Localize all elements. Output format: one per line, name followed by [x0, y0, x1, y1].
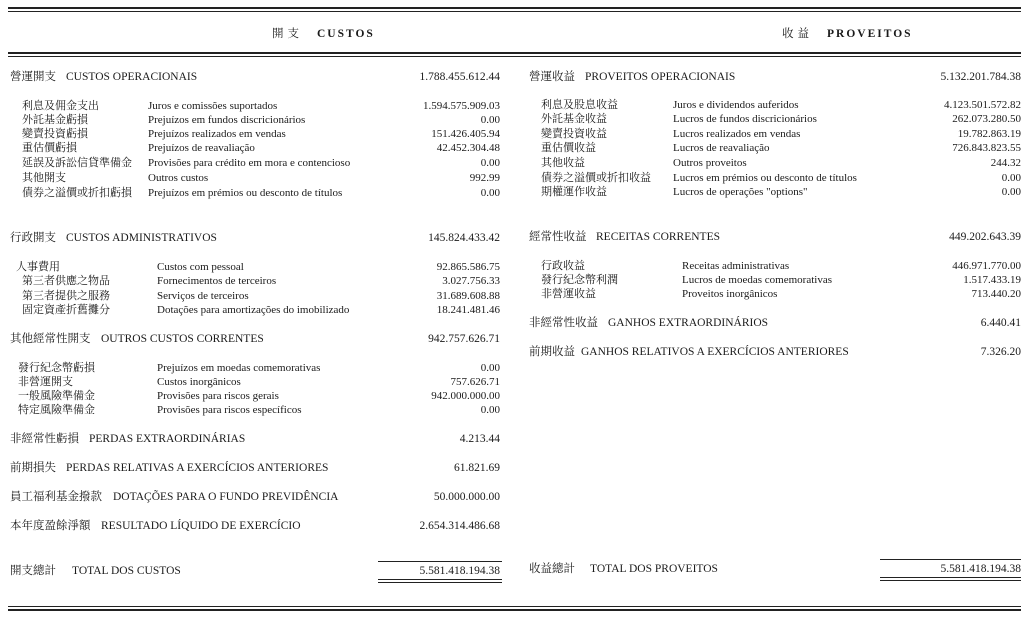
table-row: [18, 389, 500, 403]
table-row: [22, 289, 500, 303]
item-value: 0.00: [480, 404, 500, 416]
item-value: 31.689.608.88: [436, 290, 500, 302]
section-pt: PROVEITOS OPERACIONAIS: [585, 71, 736, 83]
costs-other-current-heading: [10, 332, 500, 346]
proceeds-operational-heading: [529, 70, 1021, 84]
item-pt: Custos inorgânicos: [157, 376, 241, 388]
section-pt: PERDAS EXTRAORDINÁRIAS: [89, 433, 246, 445]
item-zh: 其他收益: [541, 157, 585, 169]
section-value: 145.824.433.42: [428, 232, 500, 244]
item-zh: 利息及佣金支出: [22, 100, 99, 112]
item-pt: Prejuízos de reavaliação: [148, 142, 255, 154]
section-zh: 本年度盈餘淨額: [10, 520, 91, 532]
total-pt: TOTAL DOS PROVEITOS: [590, 563, 718, 575]
table-row: [541, 185, 1021, 199]
item-value: 0.00: [480, 362, 500, 374]
costs-total-rule-bottom-1: [378, 579, 502, 580]
item-value: 713.440.20: [971, 288, 1021, 300]
costs-total-rule-top: [378, 561, 502, 562]
item-pt: Receitas administrativas: [682, 260, 790, 272]
section-pt: CUSTOS OPERACIONAIS: [66, 71, 198, 83]
item-pt: Provisões para riscos específicos: [157, 404, 302, 416]
item-value: 42.452.304.48: [436, 142, 500, 154]
item-value: 244.32: [990, 157, 1021, 169]
top-rule-thin: [8, 11, 1021, 12]
costs-header-pt: CUSTOS: [317, 28, 375, 40]
item-zh: 債券之溢價或折扣虧損: [22, 187, 132, 199]
item-value: 92.865.586.75: [436, 261, 500, 273]
item-pt: Lucros de fundos discricionários: [673, 113, 817, 125]
section-zh: 經常性收益: [529, 231, 587, 243]
item-pt: Lucros de moedas comemorativas: [682, 274, 832, 286]
section-value: 2.654.314.486.68: [419, 520, 500, 532]
item-zh: 行政收益: [541, 260, 585, 272]
section-zh: 其他經常性開支: [10, 333, 91, 345]
section-value: 1.788.455.612.44: [419, 71, 500, 83]
item-pt: Juros e dividendos auferidos: [673, 99, 799, 111]
item-pt: Prejuízos realizados em vendas: [148, 128, 286, 140]
item-zh: 外託基金虧損: [22, 114, 88, 126]
section-pt: DOTAÇÕES PARA O FUNDO PREVIDÊNCIA: [113, 491, 339, 503]
item-value: 0.00: [480, 114, 500, 126]
section-zh: 行政開支: [10, 232, 56, 244]
section-value: 7.326.20: [980, 346, 1021, 358]
table-row: [541, 171, 1021, 185]
item-value: 726.843.823.55: [952, 142, 1021, 154]
item-zh: 延誤及訴訟信貸準備金: [22, 157, 132, 169]
item-zh: 第三者供應之物品: [22, 275, 110, 287]
proceeds-header-zh: 收益: [782, 28, 813, 40]
item-pt: Dotações para amortizações do imobilizado: [157, 304, 350, 316]
item-zh: 變賣投資虧損: [22, 128, 88, 140]
item-value: 0.00: [480, 187, 500, 199]
table-row: [541, 259, 1021, 273]
header-rule-thin: [8, 56, 1021, 57]
proceeds-header: [782, 25, 913, 41]
item-zh: 期權運作收益: [541, 186, 607, 198]
table-row: [16, 260, 500, 274]
item-pt: Lucros de reavaliação: [673, 142, 770, 154]
costs-administrative-heading: [10, 231, 500, 245]
item-pt: Serviços de terceiros: [157, 290, 249, 302]
table-row: [22, 171, 500, 185]
table-row: [22, 274, 500, 288]
proceeds-extraordinary-heading: [529, 316, 1021, 330]
item-pt: Outros custos: [148, 172, 209, 184]
item-pt: Proveitos inorgânicos: [682, 288, 778, 300]
table-row: [541, 127, 1021, 141]
proceeds-total-row: [529, 562, 1021, 576]
table-row: [22, 99, 500, 113]
costs-total-rule-bottom-2: [378, 582, 502, 583]
section-pt: GANHOS RELATIVOS A EXERCÍCIOS ANTERIORES: [581, 346, 849, 358]
costs-total-row: [10, 564, 500, 578]
total-value: 5.581.418.194.38: [419, 565, 500, 577]
table-row: [22, 141, 500, 155]
proceeds-total-rule-bottom-2: [880, 580, 1021, 581]
section-zh: 前期收益: [529, 346, 575, 358]
item-pt: Juros e comissões suportados: [148, 100, 278, 112]
item-value: 446.971.770.00: [952, 260, 1021, 272]
item-zh: 固定資產折舊攤分: [22, 304, 110, 316]
section-zh: 非經常性虧損: [10, 433, 79, 445]
table-row: [541, 156, 1021, 170]
item-value: 1.594.575.909.03: [423, 100, 500, 112]
table-row: [22, 186, 500, 200]
item-value: 992.99: [469, 172, 500, 184]
item-zh: 非營運開支: [18, 376, 73, 388]
top-rule-thick: [8, 7, 1021, 9]
item-zh: 一般風險準備金: [18, 390, 95, 402]
table-row: [541, 98, 1021, 112]
table-row: [541, 287, 1021, 301]
section-value: 5.132.201.784.38: [940, 71, 1021, 83]
section-pt: RECEITAS CORRENTES: [596, 231, 720, 243]
item-value: 151.426.405.94: [431, 128, 500, 140]
item-zh: 其他開支: [22, 172, 66, 184]
item-value: 942.000.000.00: [431, 390, 500, 402]
item-value: 1.517.433.19: [963, 274, 1021, 286]
costs-prior-years-heading: [10, 461, 500, 475]
table-row: [541, 273, 1021, 287]
section-pt: PERDAS RELATIVAS A EXERCÍCIOS ANTERIORES: [66, 462, 329, 474]
item-pt: Lucros de operações "options": [673, 186, 808, 198]
proceeds-total-rule-top: [880, 559, 1021, 560]
item-zh: 利息及股息收益: [541, 99, 618, 111]
section-pt: CUSTOS ADMINISTRATIVOS: [66, 232, 217, 244]
table-row: [22, 127, 500, 141]
item-pt: Outros proveitos: [673, 157, 747, 169]
item-pt: Lucros realizados em vendas: [673, 128, 801, 140]
item-zh: 發行紀念幣虧損: [18, 362, 95, 374]
item-pt: Fornecimentos de terceiros: [157, 275, 277, 287]
item-pt: Prejuízos em prémios ou desconto de títulos: [148, 187, 343, 199]
costs-header: [272, 25, 375, 41]
costs-net-result-heading: [10, 519, 500, 533]
item-value: 19.782.863.19: [957, 128, 1021, 140]
section-zh: 營運開支: [10, 71, 56, 83]
item-value: 262.073.280.50: [952, 113, 1021, 125]
total-pt: TOTAL DOS CUSTOS: [72, 565, 181, 577]
item-value: 0.00: [1001, 186, 1021, 198]
item-zh: 重估價收益: [541, 142, 596, 154]
item-pt: Prejuízos em moedas comemorativas: [157, 362, 321, 374]
proceeds-prior-years-heading: [529, 345, 1021, 359]
section-value: 6.440.41: [980, 317, 1021, 329]
bottom-rule-thick: [8, 609, 1021, 611]
table-row: [541, 112, 1021, 126]
item-zh: 債券之溢價或折扣收益: [541, 172, 651, 184]
item-value: 18.241.481.46: [436, 304, 500, 316]
item-zh: 發行紀念幣利潤: [541, 274, 618, 286]
section-value: 4.213.44: [459, 433, 500, 445]
costs-header-zh: 開支: [272, 28, 303, 40]
item-zh: 人事費用: [16, 261, 60, 273]
item-value: 3.027.756.33: [442, 275, 500, 287]
item-zh: 非營運收益: [541, 288, 596, 300]
item-zh: 重估價虧損: [22, 142, 77, 154]
total-zh: 收益總計: [529, 563, 575, 575]
proceeds-current-heading: [529, 230, 1021, 244]
item-pt: Provisões para crédito em mora e contencioso: [148, 157, 351, 169]
table-row: [18, 361, 500, 375]
item-value: 0.00: [480, 157, 500, 169]
section-zh: 前期損失: [10, 462, 56, 474]
table-row: [18, 403, 500, 417]
item-value: 0.00: [1001, 172, 1021, 184]
header-rule-thick: [8, 52, 1021, 54]
item-value: 4.123.501.572.82: [944, 99, 1021, 111]
table-row: [18, 375, 500, 389]
proceeds-header-pt: PROVEITOS: [827, 28, 913, 40]
item-zh: 變賣投資收益: [541, 128, 607, 140]
item-zh: 特定風險準備金: [18, 404, 95, 416]
item-zh: 第三者提供之服務: [22, 290, 110, 302]
section-value: 449.202.643.39: [949, 231, 1021, 243]
item-pt: Provisões para riscos gerais: [157, 390, 279, 402]
table-row: [22, 303, 500, 317]
section-value: 942.757.626.71: [428, 333, 500, 345]
table-row: [22, 113, 500, 127]
proceeds-total-rule-bottom-1: [880, 577, 1021, 578]
item-value: 757.626.71: [450, 376, 500, 388]
section-value: 50.000.000.00: [433, 491, 500, 503]
total-value: 5.581.418.194.38: [940, 563, 1021, 575]
section-zh: 員工福利基金撥款: [10, 491, 102, 503]
section-zh: 非經常性收益: [529, 317, 598, 329]
section-value: 61.821.69: [454, 462, 500, 474]
section-pt: GANHOS EXTRAORDINÁRIOS: [608, 317, 769, 329]
item-pt: Lucros em prémios ou desconto de títulos: [673, 172, 857, 184]
item-zh: 外託基金收益: [541, 113, 607, 125]
section-pt: RESULTADO LÍQUIDO DE EXERCÍCIO: [101, 520, 301, 532]
table-row: [541, 141, 1021, 155]
total-zh: 開支總計: [10, 565, 56, 577]
table-row: [22, 156, 500, 170]
item-pt: Custos com pessoal: [157, 261, 244, 273]
bottom-rule-thin: [8, 606, 1021, 607]
section-zh: 營運收益: [529, 71, 575, 83]
costs-extraordinary-heading: [10, 432, 500, 446]
costs-operational-heading: [10, 70, 500, 84]
section-pt: OUTROS CUSTOS CORRENTES: [101, 333, 264, 345]
item-pt: Prejuízos em fundos discricionários: [148, 114, 306, 126]
costs-pension-fund-heading: [10, 490, 500, 504]
